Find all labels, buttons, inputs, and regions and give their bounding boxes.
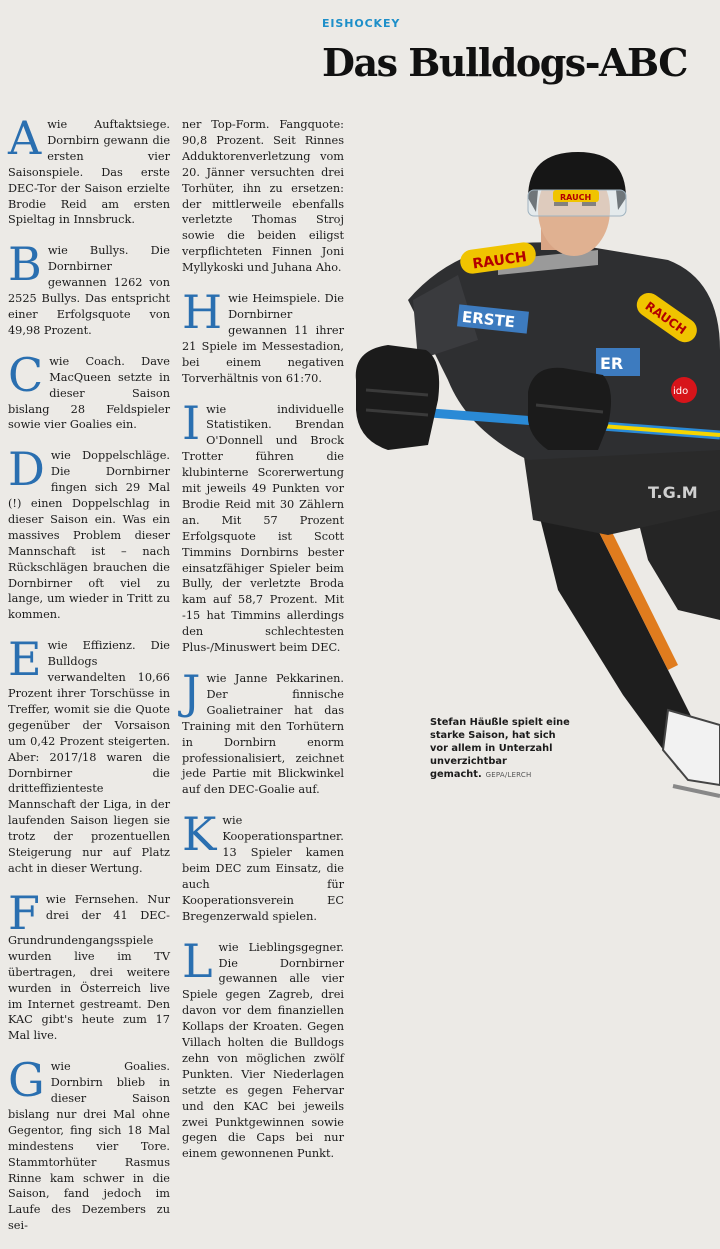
entry-text: wie Goalies. Dornbirn blieb in dieser Saison bislang nur drei Mal ohne Gegentor, fing sich 18 Mal mindestens vier Tore. Stammtorhüter Rasmus Rinne kam schwer in die Saison, fand jedoch im Laufe des Dezembers zu sei- bbox=[8, 1060, 170, 1233]
hockey-player-photo bbox=[348, 150, 720, 806]
drop-initial: D bbox=[8, 442, 45, 497]
abc-entry-f bbox=[8, 885, 170, 1044]
drop-initial: C bbox=[8, 347, 44, 402]
abc-entry-g-continued bbox=[182, 117, 344, 276]
drop-initial: I bbox=[182, 395, 201, 450]
abc-entry-b bbox=[8, 237, 170, 338]
abc-entry-j bbox=[182, 665, 344, 798]
photo-caption bbox=[430, 716, 570, 782]
abc-entry-l bbox=[182, 933, 344, 1163]
abc-entry-d bbox=[8, 442, 170, 623]
headline: Das Bulldogs-ABC bbox=[322, 40, 688, 85]
text-column-2 bbox=[182, 117, 344, 1177]
glove-left-icon bbox=[356, 345, 439, 450]
drop-initial: A bbox=[8, 111, 42, 165]
shoulder-sponsor-rauch: RAUCH bbox=[642, 298, 689, 338]
entry-text: wie Fernsehen. Nur drei der 41 DEC-Grundrundengangsspiele wurden live im TV übertragen, drei weitere wurden in Österreich live im Internet gestreamt. Den KAC gibt's heute zum 17 Mal live. bbox=[8, 892, 170, 1043]
entry-text: wie Kooperationspartner. 13 Spieler kamen beim DEC zum Einsatz, die auch für Kooperationsverein EC Bregenzerwald spielen. bbox=[182, 814, 344, 923]
entry-text: wie Auftaktsiege. Dornbirn gewann die ersten vier Saisonspiele. Das erste DEC-Tor der Saison erzielte Brodie Reid am ersten Spieltag in Innsbruck. bbox=[8, 118, 170, 227]
entry-text: ner Top-Form. Fangquote: 90,8 Prozent. Seit Rinnes Adduktorenverletzung vom 20. Jänner versuchten drei Torhüter, ihn zu ersetzen: der mittlerweile ebenfalls verletzte Thomas Stroj sowie die beiden eiligst verpflichteten Finnen Joni Myllykoski und Juhana Aho. bbox=[182, 118, 344, 275]
abc-entry-e bbox=[8, 632, 170, 877]
jersey-sponsor-rauch: RAUCH bbox=[471, 249, 528, 273]
pants-logo-text: T.G.M bbox=[648, 483, 698, 502]
caption-text: Stefan Häußle spielt eine starke Saison, hat sich vor allem in Unterzahl unverzichtbar gemacht. bbox=[430, 717, 570, 780]
sleeve-sponsor-erste: ER bbox=[600, 354, 624, 373]
drop-initial: J bbox=[182, 665, 201, 719]
entry-text: wie Coach. Dave MacQueen setzte in dieser Saison bislang 28 Feldspieler sowie vier Goalies ein. bbox=[8, 354, 170, 432]
drop-initial: H bbox=[182, 285, 223, 340]
section-label: EISHOCKEY bbox=[322, 17, 401, 30]
entry-text: wie Effizienz. Die Bulldogs verwandelten 10,66 Prozent ihrer Torschüsse in Treffer, womit sie die Quote gegenüber der Vorsaison um 0,42 Prozent steigerten. Aber: 2017/18 waren die Dornbirner die dritteffizienteste Mannschaft der Liga, in der laufenden Saison liegen sie trotz der prozentuellen Steigerung nur auf Platz acht in dieser Wertung. bbox=[8, 639, 170, 875]
sponsor-badge-text: ido bbox=[673, 386, 689, 397]
abc-entry-a bbox=[8, 111, 170, 228]
entry-text: wie Doppelschläge. Die Dornbirner fingen sich 29 Mal (!) einen Doppelschlag in dieser Saison ein. Was ein massives Problem dieser Mannschaft ist – nach Rückschlägen brauchen die Dornbirner oft viel zu lange, um wieder in Tritt zu kommen. bbox=[8, 449, 170, 622]
drop-initial: K bbox=[182, 807, 217, 862]
abc-entry-k bbox=[182, 807, 344, 924]
entry-text: wie Bullys. Die Dornbirner gewannen 1262 von 2525 Bullys. Das entspricht einer Erfolgsquote von 49,98 Prozent. bbox=[8, 244, 170, 337]
drop-initial: L bbox=[182, 933, 213, 988]
entry-text: wie Janne Pekkarinen. Der finnische Goalietrainer hat das Training mit den Torhütern in Dornbirn enorm professionalisiert, zeichnet jede Partie mit Blickwinkel auf den DEC-Goalie auf. bbox=[182, 672, 344, 797]
entry-text: wie Lieblingsgegner. Die Dornbirner gewannen alle vier Spiele gegen Zagreb, drei davon vor dem finanziellen Kollaps der Kroaten. Gegen Villach holten die Bulldogs zehn von möglichen zwölf Punkten. Vier Niederlagen setzte es gegen Fehervar und den KAC bei jeweils zwei Punktgewinnen sowie gegen die Caps bei nur einem gewonnenen Punkt. bbox=[182, 940, 344, 1161]
drop-initial: F bbox=[8, 885, 40, 940]
photo-credit: GEPA/LERCH bbox=[485, 771, 532, 779]
entry-text: wie individuelle Statistiken. Brendan O'Donnell und Brock Trotter führen die klubinterne Scorerwertung mit jeweils 49 Punkten vor Brodie Reid mit 30 Zählern an. Mit 57 Prozent Erfolgsquote ist Scott Timmins Dornbirns bester einsatzfähiger Spieler beim Bully, der verletzte Broda kam auf 58,7 Prozent. Mit -15 hat Timmins allerdings den schlechtesten Plus-/Minuswert beim DEC. bbox=[182, 402, 344, 655]
entry-text: wie Heimspiele. Die Dornbirner gewannen 11 ihrer 21 Spiele im Messestadion, bei einem negativen Torverhältnis von 61:70. bbox=[182, 292, 344, 385]
drop-initial: E bbox=[8, 632, 42, 687]
abc-entry-h bbox=[182, 285, 344, 386]
abc-entry-g bbox=[8, 1053, 170, 1234]
helmet-logo-text: RAUCH bbox=[560, 193, 592, 202]
abc-entry-i bbox=[182, 395, 344, 657]
text-column-1 bbox=[8, 111, 170, 1249]
jersey-sponsor-erste: ERSTE bbox=[461, 307, 516, 332]
skate-icon bbox=[663, 710, 720, 785]
abc-entry-c bbox=[8, 347, 170, 434]
drop-initial: G bbox=[8, 1053, 45, 1108]
drop-initial: B bbox=[8, 237, 42, 292]
